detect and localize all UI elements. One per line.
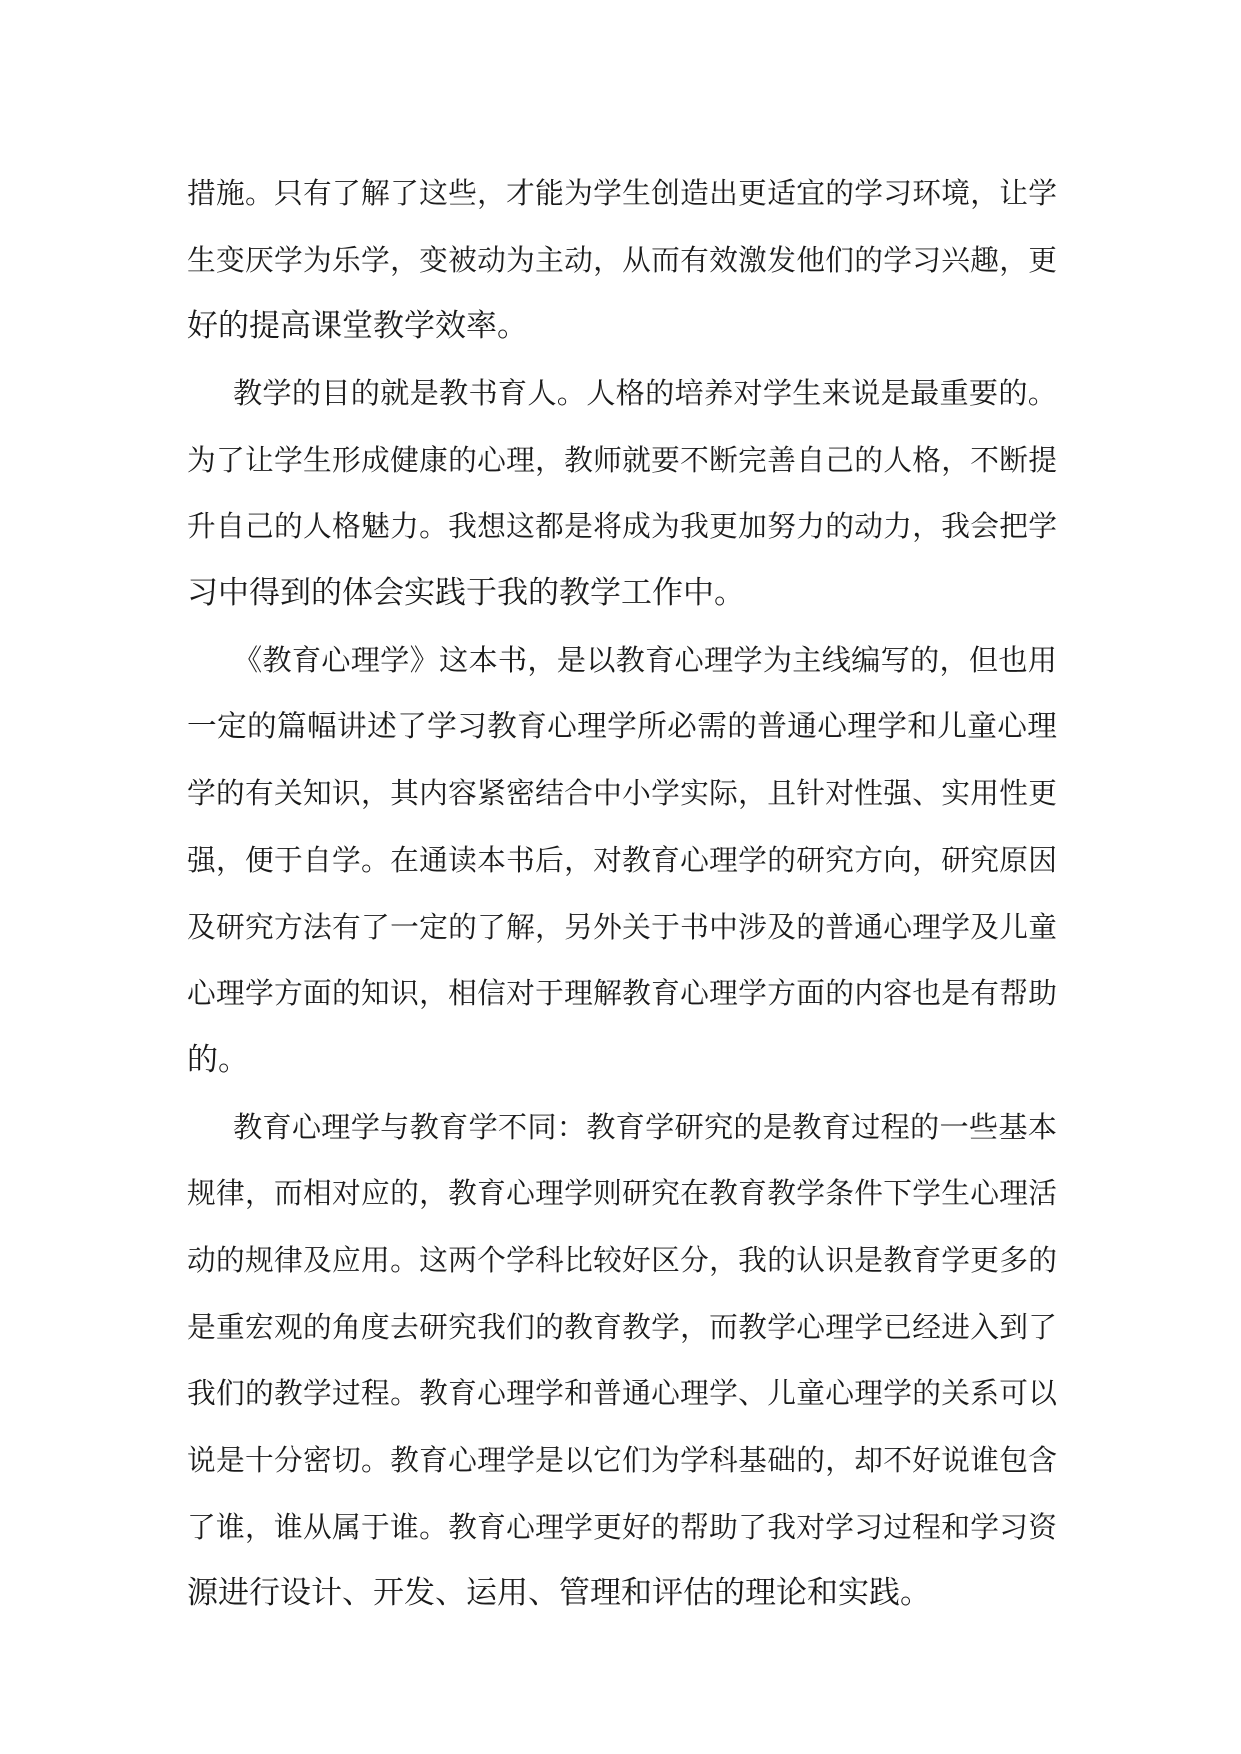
paragraph-first-line: 教育心理学与教育学不同：教育学研究的是教育过程的一些基本 — [233, 1109, 1057, 1144]
text-line: 心理学方面的知识，相信对于理解教育心理学方面的内容也是有帮助 — [187, 976, 1057, 1011]
text-line: 措施。只有了解了这些，才能为学生创造出更适宜的学习环境，让学 — [187, 176, 1057, 210]
text-line: 为了让学生形成健康的心理，教师就要不断完善自己的人格，不断提 — [187, 442, 1057, 477]
paragraph-first-line: 《教育心理学》这本书，是以教育心理学为主线编写的，但也用 — [233, 642, 1057, 677]
text-line: 说是十分密切。教育心理学是以它们为学科基础的，却不好说谁包含 — [187, 1443, 1057, 1478]
text-line: 好的提高课堂教学效率。 — [187, 308, 528, 345]
text-line: 规律，而相对应的，教育心理学则研究在教育教学条件下学生心理活 — [187, 1176, 1057, 1211]
text-line: 一定的篇幅讲述了学习教育心理学所必需的普通心理学和儿童心理 — [187, 708, 1057, 744]
text-line: 及研究方法有了一定的了解，另外关于书中涉及的普通心理学及儿童 — [187, 909, 1057, 944]
text-line: 动的规律及应用。这两个学科比较好区分，我的认识是教育学更多的 — [187, 1243, 1057, 1277]
text-line: 强，便于自学。在通读本书后，对教育心理学的研究方向，研究原因 — [187, 842, 1057, 877]
text-line: 的。 — [187, 1041, 249, 1078]
text-line: 是重宏观的角度去研究我们的教育教学，而教学心理学已经进入到了 — [187, 1309, 1057, 1344]
text-line: 学的有关知识，其内容紧密结合中小学实际，且针对性强、实用性更 — [187, 776, 1057, 811]
text-line: 源进行设计、开发、运用、管理和评估的理论和实践。 — [187, 1575, 931, 1612]
text-line: 我们的教学过程。教育心理学和普通心理学、儿童心理学的关系可以 — [187, 1376, 1057, 1411]
text-line: 升自己的人格魅力。我想这都是将成为我更加努力的动力，我会把学 — [187, 509, 1057, 544]
text-line: 习中得到的体会实践于我的教学工作中。 — [187, 575, 745, 612]
body-text — [187, 160, 1057, 1627]
paragraph-first-line: 教学的目的就是教书育人。人格的培养对学生来说是最重要的。 — [233, 376, 1057, 411]
text-line: 了谁，谁从属于谁。教育心理学更好的帮助了我对学习过程和学习资 — [187, 1509, 1057, 1544]
text-line: 生变厌学为乐学，变被动为主动，从而有效激发他们的学习兴趣，更 — [187, 242, 1057, 277]
